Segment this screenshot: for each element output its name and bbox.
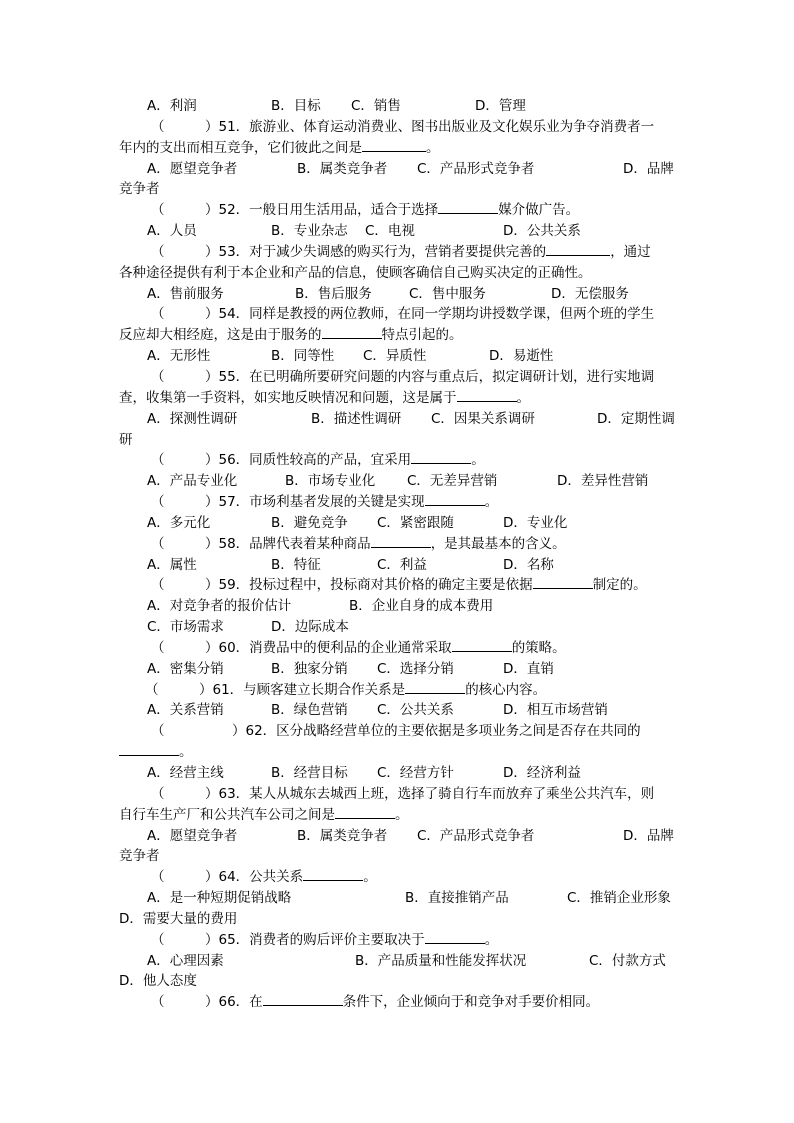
text-line — [119, 846, 675, 867]
question-text: 59．投标过程中，投标商对其价格的确定主要是依据 — [218, 577, 533, 594]
answer-bracket: （ ） — [151, 202, 219, 219]
question-line — [119, 867, 675, 888]
option-row — [119, 346, 675, 367]
option-item: B．同等性 — [271, 348, 335, 365]
text-line — [119, 742, 675, 763]
option-item: B．经营目标 — [271, 765, 348, 781]
option-item: A．产品专业化 — [147, 473, 238, 490]
fill-blank — [322, 325, 382, 339]
option-item: A．是一种短期促销战略 — [147, 890, 292, 907]
question-line — [119, 492, 675, 513]
option-item: B．属类竞争者 — [297, 827, 388, 844]
option-item: C．异质性 — [363, 348, 427, 365]
answer-bracket: （ ） — [151, 535, 219, 552]
answer-bracket: （ ） — [151, 368, 219, 385]
option-row — [119, 471, 675, 492]
option-item: A．关系营销 — [147, 702, 224, 719]
option-item: D．差异性营销 — [557, 473, 649, 490]
option-row — [119, 951, 675, 972]
fill-blank — [546, 242, 610, 256]
answer-bracket: （ ） — [151, 869, 219, 886]
fill-blank — [405, 680, 465, 694]
option-item: D．易逝性 — [489, 348, 554, 365]
question-text: 61．与顾客建立长期合作关系是 — [212, 681, 406, 698]
option-item: C．产品形式竞争者 — [417, 160, 535, 177]
text-line — [119, 430, 675, 451]
option-item: C．利益 — [377, 556, 427, 573]
option-item: A．售前服务 — [147, 285, 224, 302]
option-item: D．定期性调 — [597, 410, 675, 427]
option-item: C．公共关系 — [377, 702, 454, 719]
option-row — [119, 596, 675, 617]
option-item: A．对竞争者的报价估计 — [147, 598, 292, 615]
text-line — [119, 138, 675, 159]
answer-bracket: （ ） — [151, 118, 219, 135]
answer-bracket: （ ） — [151, 577, 219, 594]
question-line — [119, 784, 675, 805]
option-item: D．品牌 — [623, 160, 674, 177]
question-text: 54．同样是教授的两位教师，在同一学期均讲授数学课，但两个班的学生 — [218, 306, 655, 323]
question-text-tail: 特点引起的。 — [381, 327, 463, 344]
fill-blank — [425, 492, 485, 506]
question-text-tail: 。 — [179, 744, 193, 761]
option-item: A．无形性 — [147, 348, 211, 365]
option-item: B．直接推销产品 — [405, 890, 509, 907]
question-text-tail: ，通过 — [610, 243, 651, 260]
question-text: 56．同质性较高的产品，宜采用 — [218, 452, 412, 469]
option-row — [119, 221, 675, 242]
option-item: D．专业化 — [503, 514, 568, 531]
option-row — [119, 826, 675, 847]
question-text: 研 — [119, 431, 133, 448]
question-text: D．需要大量的费用 — [119, 910, 238, 927]
question-text-tail: 制定的。 — [592, 577, 647, 594]
question-line — [119, 721, 675, 742]
question-line — [119, 242, 675, 263]
option-row — [119, 409, 675, 430]
answer-bracket: （ ） — [151, 494, 219, 511]
answer-bracket: （ ） — [151, 452, 219, 469]
option-item: B．企业自身的成本费用 — [349, 598, 494, 615]
option-item: A．心理因素 — [147, 952, 224, 969]
question-text: 51．旅游业、体育运动消费业、图书出版业及文化娱乐业为争夺消费者一 — [218, 118, 655, 135]
question-line — [119, 575, 675, 596]
option-item: A．愿望竞争者 — [147, 827, 238, 844]
option-row — [119, 700, 675, 721]
option-item: A．探测性调研 — [147, 410, 238, 427]
question-text: 竞争者 — [119, 848, 160, 865]
question-text: 63．某人从城东去城西上班，选择了骑自行车而放弃了乘坐公共汽车，则 — [218, 785, 655, 802]
text-line — [119, 388, 675, 409]
option-item: B．避免竞争 — [271, 514, 348, 531]
fill-blank — [452, 638, 512, 652]
answer-bracket: （ ） — [151, 723, 246, 740]
option-row — [119, 284, 675, 305]
option-item: A．经营主线 — [147, 765, 224, 781]
option-item: B．产品质量和性能发挥状况 — [355, 952, 527, 969]
question-text: 52．一般日用生活用品，适合于选择 — [218, 202, 439, 219]
fill-blank — [457, 388, 517, 402]
fill-blank — [438, 200, 498, 214]
fill-blank — [119, 742, 179, 756]
text-line — [119, 805, 675, 826]
question-text: 53．对于减少失调感的购买行为，营销者要提供完善的 — [218, 243, 547, 260]
option-row — [119, 617, 675, 638]
option-item: C．选择分销 — [377, 660, 454, 677]
question-text-tail: ，是其最基本的含义。 — [430, 535, 566, 552]
question-text-tail: 的核心内容。 — [465, 681, 547, 698]
answer-bracket: （ ） — [151, 994, 219, 1011]
text-line — [119, 179, 675, 200]
fill-blank — [263, 992, 343, 1006]
question-text: 自行车生产厂和公共汽车公司之间是 — [119, 806, 335, 823]
question-text: 查，收集第一手资料，如实地反映情况和问题，这是属于 — [119, 389, 457, 406]
option-item: B．独家分销 — [271, 660, 348, 677]
option-item: B．专业杂志 — [271, 223, 348, 240]
option-item: D．相互市场营销 — [503, 702, 608, 719]
option-item: B．特征 — [271, 556, 321, 573]
question-line — [119, 200, 675, 221]
option-item: C．推销企业形象 — [567, 890, 671, 907]
option-item: C．紧密跟随 — [377, 514, 454, 531]
question-text: 65．消费者的购后评价主要取决于 — [218, 931, 425, 948]
option-item: C．售中服务 — [409, 285, 486, 302]
option-item: C．经营方针 — [377, 765, 454, 781]
question-line — [119, 992, 675, 1013]
question-line — [119, 367, 675, 388]
question-text: D．他人态度 — [119, 973, 197, 990]
option-item: A．密集分销 — [147, 660, 224, 677]
question-line — [119, 680, 675, 701]
fill-blank — [371, 534, 431, 548]
answer-bracket: （ ） — [151, 639, 219, 656]
question-list — [119, 96, 675, 1013]
option-row — [119, 659, 675, 680]
question-line — [119, 304, 675, 325]
question-text: 年内的支出而相互竞争，它们彼此之间是 — [119, 139, 362, 156]
answer-bracket: （ ） — [151, 785, 219, 802]
text-line — [119, 971, 675, 992]
answer-bracket: （ ） — [151, 243, 219, 260]
option-item: D．公共关系 — [503, 223, 581, 240]
option-item: D．无偿服务 — [551, 285, 629, 302]
option-row — [119, 555, 675, 576]
option-item: A．愿望竞争者 — [147, 160, 238, 177]
question-text: 64．公共关系 — [218, 869, 304, 886]
question-line — [119, 450, 675, 471]
option-item: D．品牌 — [623, 827, 674, 844]
option-row — [119, 159, 675, 180]
question-text: 62．区分战略经营单位的主要依据是多项业务之间是否存在共同的 — [245, 723, 641, 740]
option-row — [119, 96, 675, 117]
question-text-tail: 条件下，企业倾向于和竞争对手要价相同。 — [342, 994, 600, 1011]
option-row — [119, 763, 675, 784]
question-text-tail: 。 — [484, 931, 499, 948]
question-text-tail: 。 — [484, 494, 499, 511]
question-text: 55．在已明确所要研究问题的内容与重点后，拟定调研计划，进行实地调 — [218, 368, 655, 385]
question-text: 竞争者 — [119, 181, 160, 198]
option-item: B．描述性调研 — [311, 410, 402, 427]
answer-bracket: （ ） — [145, 681, 213, 698]
option-item: D．管理 — [475, 98, 526, 114]
question-line — [119, 534, 675, 555]
question-line — [119, 638, 675, 659]
option-item: D．名称 — [503, 556, 554, 573]
question-text: 各种途径提供有利于本企业和产品的信息，使顾客确信自己购买决定的正确性。 — [119, 264, 592, 281]
option-item: A．属性 — [147, 556, 197, 573]
option-row — [119, 513, 675, 534]
option-item: C．产品形式竞争者 — [417, 827, 535, 844]
option-item: D．边际成本 — [271, 619, 349, 636]
question-text: 57．市场利基者发展的关键是实现 — [218, 494, 425, 511]
option-item: C．因果关系调研 — [431, 410, 535, 427]
question-text-tail: 。 — [471, 452, 485, 469]
answer-bracket: （ ） — [151, 931, 219, 948]
fill-blank — [303, 867, 363, 881]
question-text-tail: 。 — [395, 806, 409, 823]
question-text-tail: 。 — [363, 869, 377, 886]
option-item: C．市场需求 — [147, 619, 224, 636]
option-item: B．目标 — [271, 98, 321, 114]
question-text: 反应却大相经庭，这是由于服务的 — [119, 327, 322, 344]
option-item: A．利润 — [147, 98, 197, 114]
fill-blank — [533, 575, 593, 589]
question-line — [119, 117, 675, 138]
option-item: C．电视 — [365, 223, 415, 240]
question-text-tail: 的策略。 — [511, 639, 566, 656]
option-item: B．市场专业化 — [285, 473, 376, 490]
option-item: C．销售 — [351, 98, 401, 114]
option-item: D．直销 — [503, 660, 554, 677]
question-line — [119, 930, 675, 951]
option-item: A．人员 — [147, 223, 197, 240]
question-text: 60．消费品中的便利品的企业通常采取 — [218, 639, 452, 656]
question-text-tail: 媒介做广告。 — [498, 202, 580, 219]
text-line — [119, 909, 675, 930]
fill-blank — [411, 450, 471, 464]
question-text-tail: 。 — [426, 139, 440, 156]
option-item: C．付款方式 — [589, 952, 666, 969]
question-text: 58．品牌代表着某种商品 — [218, 535, 371, 552]
option-row — [119, 888, 675, 909]
question-text: 66．在 — [218, 994, 263, 1011]
question-text-tail: 。 — [516, 389, 530, 406]
fill-blank — [335, 805, 395, 819]
option-item: B．绿色营销 — [271, 702, 348, 719]
option-item: D．经济利益 — [503, 765, 581, 781]
fill-blank — [362, 138, 426, 152]
fill-blank — [425, 930, 485, 944]
text-line — [119, 263, 675, 284]
option-item: C．无差异营销 — [407, 473, 498, 490]
answer-bracket: （ ） — [151, 306, 219, 323]
text-line — [119, 325, 675, 346]
option-item: A．多元化 — [147, 514, 211, 531]
option-item: B．售后服务 — [295, 285, 372, 302]
option-item: B．属类竞争者 — [297, 160, 388, 177]
